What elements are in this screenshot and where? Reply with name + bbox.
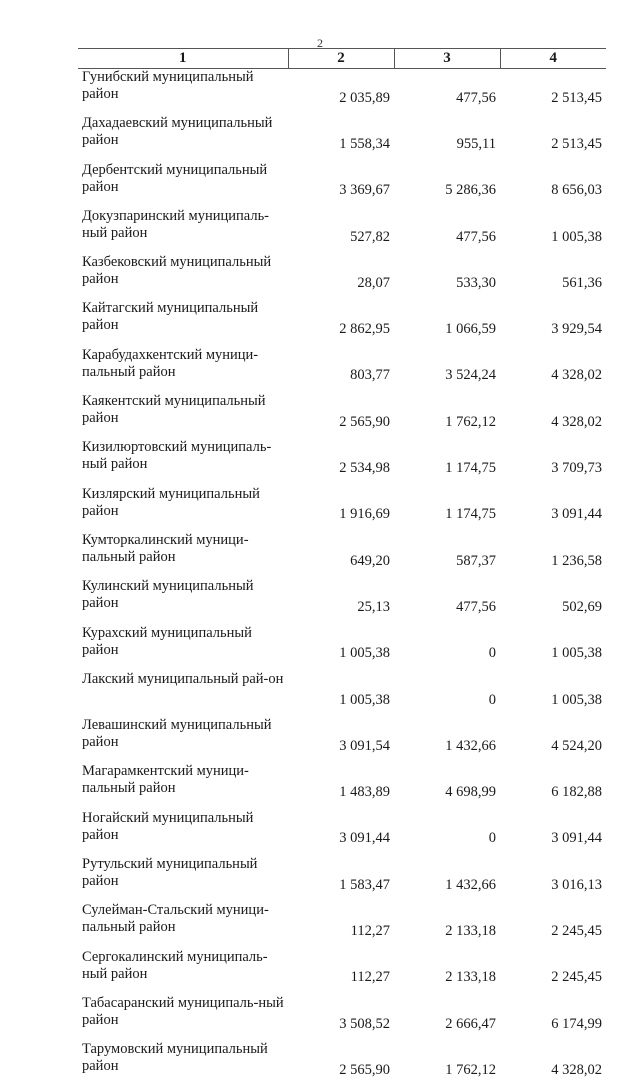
value-cell-col-4: 6 174,99 [551,1015,602,1032]
table-row [78,532,606,578]
value-cell-col-2: 1 005,38 [339,645,390,662]
table-row [78,439,606,485]
value-cell-col-4: 1 005,38 [551,645,602,662]
value-cell-col-2: 803,77 [350,367,390,384]
value-cell-col-2: 2 862,95 [339,321,390,338]
value-cell-col-3: 587,37 [456,552,496,569]
district-name: Каякентский муниципальный район [82,393,266,427]
district-name-cell [78,347,288,393]
district-name: Кулинский муниципальный район [82,578,254,612]
table-row [78,671,606,717]
table-row [78,208,606,254]
value-cell-col-3: 1 174,75 [445,506,496,523]
district-name: Магарамкентский муници-пальный район [82,763,249,797]
value-cell-col-4: 4 524,20 [551,737,602,754]
value-cell-col-2: 2 534,98 [339,460,390,477]
value-cell-col-4: 3 709,73 [551,460,602,477]
value-cell-col-4: 3 016,13 [551,876,602,893]
value-cell-col-2: 25,13 [357,598,390,615]
district-name-cell [78,300,288,346]
table-row [78,69,606,116]
district-name-cell [78,115,288,161]
value-cell-col-4: 8 656,03 [551,182,602,199]
value-cell-col-2: 649,20 [350,552,390,569]
column-header-3: 3 [394,49,500,69]
district-name-cell [78,254,288,300]
value-cell-col-3: 3 524,24 [445,367,496,384]
district-name: Лакский муниципальный рай-он [82,670,284,687]
value-cell-col-2: 2 565,90 [339,1061,390,1078]
value-cell-col-2: 3 091,44 [339,830,390,847]
district-name: Тарумовский муниципальный район [82,1041,268,1075]
column-header-1: 1 [78,49,288,69]
value-cell-col-2: 1 483,89 [339,784,390,801]
district-name-cell [78,578,288,624]
district-name: Кайтагский муниципальный район [82,300,259,334]
value-cell-col-2: 28,07 [357,274,390,291]
value-cell-col-4: 3 091,44 [551,506,602,523]
value-cell-col-3: 1 174,75 [445,460,496,477]
value-cell-col-3: 1 432,66 [445,737,496,754]
value-cell-col-4: 2 245,45 [551,922,602,939]
table-row [78,1041,606,1087]
value-cell-col-2: 3 508,52 [339,1015,390,1032]
district-name-cell [78,1041,288,1087]
table-row [78,486,606,532]
value-cell-col-3: 533,30 [456,274,496,291]
table-row [78,949,606,995]
district-name: Левашинский муниципальный район [82,717,272,751]
district-name: Сулейман-Стальский муници-пальный район [82,902,269,936]
value-cell-col-3: 1 762,12 [445,413,496,430]
district-name-cell [78,439,288,485]
district-name: Кизилюртовский муниципаль-ный район [82,439,272,473]
table-body [78,69,606,1088]
value-cell-col-2: 1 558,34 [339,135,390,152]
value-cell-col-3: 5 286,36 [445,182,496,199]
table-header-row [78,49,606,69]
value-cell-col-4: 2 245,45 [551,969,602,986]
value-cell-col-2: 1 916,69 [339,506,390,523]
value-cell-col-2: 3 091,54 [339,737,390,754]
district-name: Курахский муниципальный район [82,624,252,658]
district-name-cell [78,162,288,208]
table-row [78,393,606,439]
district-name: Докузпаринский муниципаль-ный район [82,207,270,241]
district-name-cell [78,532,288,578]
district-name: Гунибский муниципальный район [82,69,254,102]
table-row [78,717,606,763]
table-row [78,625,606,671]
district-name-cell [78,393,288,439]
table-row [78,254,606,300]
value-cell-col-4: 2 513,45 [551,89,602,106]
value-cell-col-3: 477,56 [456,228,496,245]
value-cell-col-2: 1 005,38 [339,691,390,708]
table-row [78,162,606,208]
value-cell-col-3: 0 [488,645,496,662]
value-cell-col-3: 1 432,66 [445,876,496,893]
district-name-cell [78,902,288,948]
district-name-cell [78,717,288,763]
value-cell-col-3: 477,56 [456,598,496,615]
table-row [78,810,606,856]
district-name-cell [78,625,288,671]
district-name: Ногайский муниципальный район [82,809,254,843]
table-row [78,902,606,948]
value-cell-col-4: 502,69 [562,598,602,615]
table-row [78,300,606,346]
value-cell-col-4: 1 236,58 [551,552,602,569]
value-cell-col-4: 4 328,02 [551,367,602,384]
district-name-cell [78,763,288,809]
value-cell-col-2: 2 565,90 [339,413,390,430]
page-number: 2 [317,36,323,50]
district-name: Рутульский муниципальный район [82,856,258,890]
value-cell-col-4: 1 005,38 [551,228,602,245]
value-cell-col-3: 1 066,59 [445,321,496,338]
municipal-districts-table [78,48,606,1088]
district-name: Табасаранский муниципаль-ный район [82,994,284,1028]
table-row [78,763,606,809]
value-cell-col-3: 955,11 [456,135,496,152]
column-header-4: 4 [500,49,606,69]
district-name: Кизлярский муниципальный район [82,485,260,519]
value-cell-col-4: 3 091,44 [551,830,602,847]
value-cell-col-4: 6 182,88 [551,784,602,801]
table-row [78,995,606,1041]
value-cell-col-4: 1 005,38 [551,691,602,708]
district-name-cell [78,486,288,532]
district-name-cell [78,949,288,995]
district-name: Казбековский муниципальный район [82,254,272,288]
district-name: Дербентский муниципальный район [82,161,268,195]
column-header-2: 2 [288,49,394,69]
value-cell-col-2: 527,82 [350,228,390,245]
value-cell-col-3: 4 698,99 [445,784,496,801]
value-cell-col-4: 4 328,02 [551,413,602,430]
value-cell-col-2: 112,27 [350,969,390,986]
table-row [78,347,606,393]
value-cell-col-3: 477,56 [456,89,496,106]
value-cell-col-4: 3 929,54 [551,321,602,338]
district-name: Сергокалинский муниципаль-ный район [82,948,268,982]
district-name-cell [78,69,288,116]
table-row [78,578,606,624]
value-cell-col-4: 561,36 [562,274,602,291]
value-cell-col-2: 1 583,47 [339,876,390,893]
table-row [78,856,606,902]
value-cell-col-3: 2 666,47 [445,1015,496,1032]
value-cell-col-2: 3 369,67 [339,182,390,199]
district-name: Кумторкалинский муници-пальный район [82,531,249,565]
value-cell-col-3: 2 133,18 [445,922,496,939]
district-name-cell [78,671,288,717]
district-name-cell [78,208,288,254]
district-name: Карабудахкентский муници-пальный район [82,346,259,380]
value-cell-col-4: 4 328,02 [551,1061,602,1078]
value-cell-col-2: 112,27 [350,922,390,939]
table-row [78,115,606,161]
value-cell-col-3: 0 [488,830,496,847]
district-name: Дахадаевский муниципальный район [82,115,273,149]
value-cell-col-3: 1 762,12 [445,1061,496,1078]
district-name-cell [78,995,288,1041]
district-name-cell [78,856,288,902]
value-cell-col-2: 2 035,89 [339,89,390,106]
value-cell-col-3: 0 [488,691,496,708]
district-name-cell [78,810,288,856]
value-cell-col-4: 2 513,45 [551,135,602,152]
value-cell-col-3: 2 133,18 [445,969,496,986]
